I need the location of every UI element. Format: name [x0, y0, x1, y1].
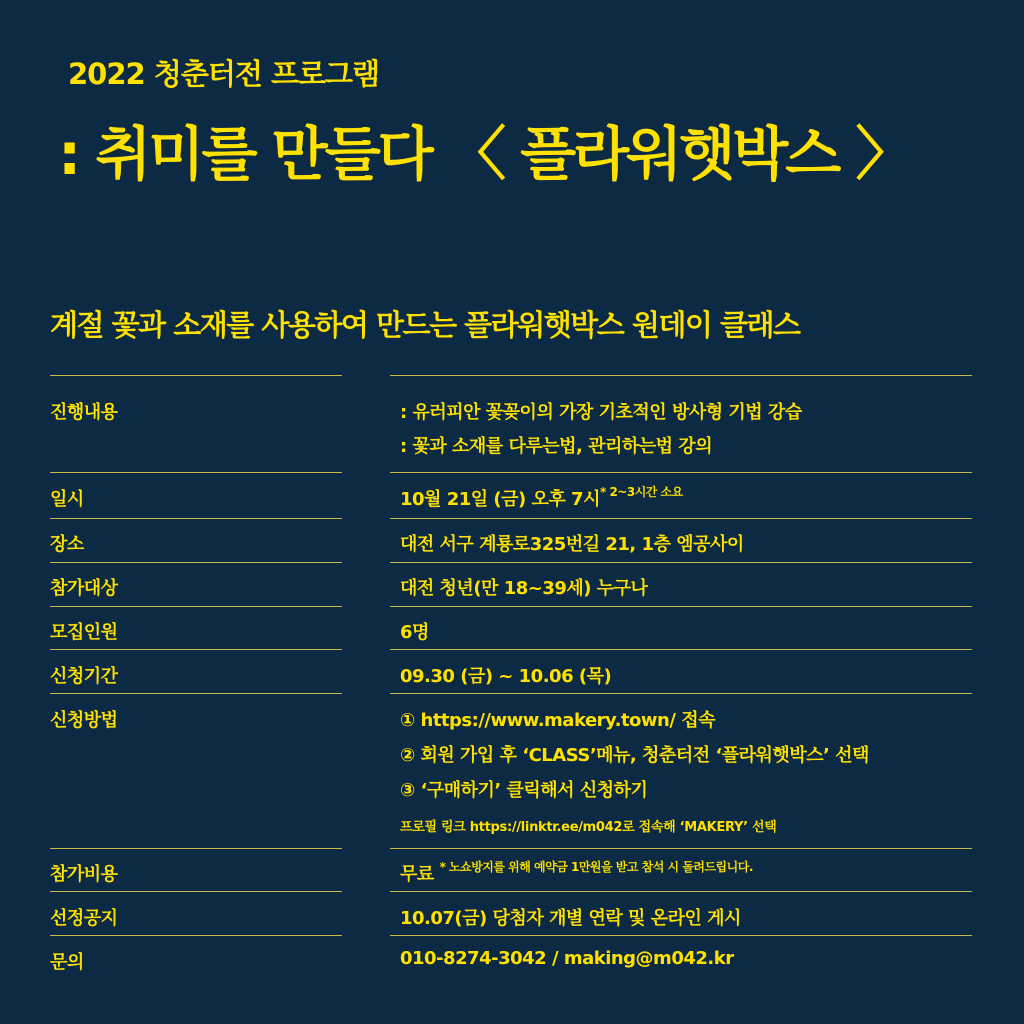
fee-text: 무료 [400, 864, 434, 885]
row-value-announce: 10.07(금) 당첨자 개별 연락 및 온라인 게시 [400, 908, 741, 929]
row-label-period: 신청기간 [50, 666, 118, 687]
date-note: * 2~3시간 소요 [599, 485, 683, 499]
divider [390, 935, 972, 936]
row-label-target: 참가대상 [50, 578, 118, 599]
divider [50, 848, 342, 849]
divider [390, 649, 972, 650]
row-value-period: 09.30 (금) ~ 10.06 (목) [400, 666, 612, 687]
row-value-inquiry: 010-8274-3042 / making@m042.kr [400, 948, 734, 969]
row-value-method-step1: ① https://www.makery.town/ 접속 [400, 710, 715, 731]
row-value-capacity: 6명 [400, 622, 429, 643]
row-value-method-note: 프로필 링크 https://linktr.ee/m042로 접속해 ‘MAKERY’ 선택 [400, 820, 777, 835]
fee-note: * 노쇼방지를 위해 예약금 1만원을 받고 참석 시 돌려드립니다. [439, 860, 753, 874]
divider [390, 606, 972, 607]
row-label-inquiry: 문의 [50, 952, 84, 973]
divider [50, 693, 342, 694]
divider [50, 935, 342, 936]
divider [390, 848, 972, 849]
row-value-content-1: : 유러피안 꽃꽂이의 가장 기초적인 방사형 기법 강습 [400, 402, 802, 423]
row-value-target: 대전 청년(만 18~39세) 누구나 [400, 578, 648, 599]
divider [390, 472, 972, 473]
row-label-date: 일시 [50, 489, 84, 510]
divider [390, 891, 972, 892]
row-label-capacity: 모집인원 [50, 622, 118, 643]
divider [50, 606, 342, 607]
row-label-announce: 선정공지 [50, 908, 118, 929]
subtitle: 계절 꽃과 소재를 사용하여 만드는 플라워햇박스 원데이 클래스 [50, 308, 800, 342]
row-label-content: 진행내용 [50, 402, 118, 423]
row-label-method: 신청방법 [50, 710, 118, 731]
divider [390, 562, 972, 563]
row-label-fee: 참가비용 [50, 864, 118, 885]
program-label: 2022 청춘터전 프로그램 [68, 57, 380, 91]
divider [390, 518, 972, 519]
row-value-content-2: : 꽃과 소재를 다루는법, 관리하는법 강의 [400, 436, 713, 457]
row-label-place: 장소 [50, 534, 84, 555]
divider [50, 518, 342, 519]
row-value-place: 대전 서구 계룡로325번길 21, 1층 엠공사이 [400, 534, 744, 555]
divider [390, 375, 972, 376]
row-value-method-step2: ② 회원 가입 후 ‘CLASS’메뉴, 청춘터전 ‘플라워햇박스’ 선택 [400, 745, 869, 766]
page-title: : 취미를 만들다 〈 플라워햇박스 〉 [58, 120, 911, 188]
divider [50, 375, 342, 376]
row-value-fee [400, 860, 753, 886]
divider [50, 649, 342, 650]
row-value-method-step3: ③ ‘구매하기’ 클릭해서 신청하기 [400, 780, 648, 801]
divider [50, 472, 342, 473]
row-value-date [400, 485, 683, 511]
divider [50, 891, 342, 892]
date-text: 10월 21일 (금) 오후 7시 [400, 489, 600, 510]
divider [50, 562, 342, 563]
divider [390, 693, 972, 694]
